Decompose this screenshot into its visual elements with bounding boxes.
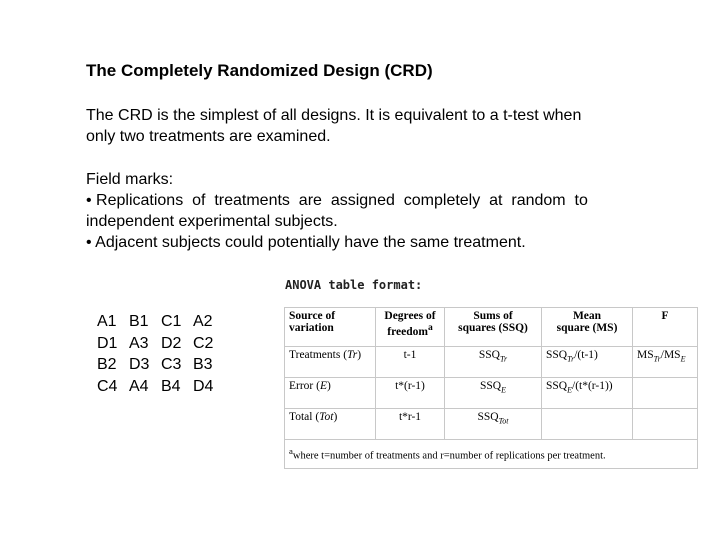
grid-cell: C4 (97, 377, 118, 395)
bullet-2: • Adjacent subjects could potentially have the same treatment. (86, 234, 526, 251)
bullet-1-line-1: • Replications of treatments are assigned completely at random to (86, 192, 588, 209)
header-source: Source of variation (285, 308, 376, 347)
intro-line-1: The CRD is the simplest of all designs. It is equivalent to a t-test when (86, 107, 582, 124)
f-treatments: $MS_{Tr}/MS_E$ (633, 347, 698, 378)
table-row (285, 378, 698, 409)
treatment-layout-grid (97, 311, 225, 397)
ssq-error: $SSQ_E$ (445, 378, 542, 409)
ms-error: $SSQ_E/(t*(r-1))$ (542, 378, 633, 409)
grid-row (97, 354, 225, 376)
grid-cell: C2 (193, 334, 214, 352)
grid-cell: A1 (97, 313, 117, 330)
header-df: Degrees of freedom$^a$ (376, 308, 445, 347)
grid-cell: C1 (161, 313, 182, 330)
grid-cell: B3 (193, 356, 213, 373)
intro-line-2: only two treatments are examined. (86, 128, 331, 145)
header-f: F (633, 308, 698, 347)
df-error: t*(r-1) (376, 378, 445, 409)
grid-cell: C3 (161, 356, 182, 373)
ssq-treatments: $SSQ_{Tr}$ (445, 347, 542, 378)
ssq-total: $SSQ_{Tot}$ (445, 409, 542, 440)
anova-table (284, 307, 698, 469)
df-treatments: t-1 (376, 347, 445, 378)
df-total: t*r-1 (376, 409, 445, 440)
grid-cell: A2 (193, 313, 213, 330)
grid-cell: D3 (129, 356, 150, 373)
grid-cell: A4 (129, 377, 149, 395)
header-ssq: Sums of squares (SSQ) (445, 308, 542, 347)
source-error: Error (E) (285, 378, 376, 409)
table-footnote: $^a$where t=number of treatments and r=number of replications per treatment. (285, 440, 698, 469)
header-ms: Mean square (MS) (542, 308, 633, 347)
source-treatments: Treatments (Tr) (285, 347, 376, 378)
f-error (633, 378, 698, 409)
grid-cell: D1 (97, 334, 118, 352)
table-row (285, 347, 698, 378)
bullet-1-line-2: independent experimental subjects. (86, 213, 338, 230)
anova-caption: ANOVA table format: (285, 278, 423, 292)
anova-header-row (285, 308, 698, 347)
table-row (285, 409, 698, 440)
grid-row (97, 311, 225, 333)
intro-paragraph (86, 105, 650, 147)
grid-cell: B1 (129, 313, 149, 330)
grid-row (97, 333, 225, 355)
source-total: Total (Tot) (285, 409, 376, 440)
grid-cell: D2 (161, 334, 182, 352)
grid-cell: A3 (129, 334, 149, 352)
footnote-row (285, 440, 698, 469)
grid-row (97, 376, 225, 398)
grid-cell: B2 (97, 356, 117, 373)
field-marks (86, 169, 650, 253)
page-title: The Completely Randomized Design (CRD) (86, 61, 433, 80)
grid-cell: B4 (161, 377, 181, 395)
grid-cell: D4 (193, 377, 214, 395)
field-marks-heading: Field marks: (86, 171, 174, 188)
ms-total (542, 409, 633, 440)
f-total (633, 409, 698, 440)
ms-treatments: $SSQ_{Tr}/(t-1)$ (542, 347, 633, 378)
